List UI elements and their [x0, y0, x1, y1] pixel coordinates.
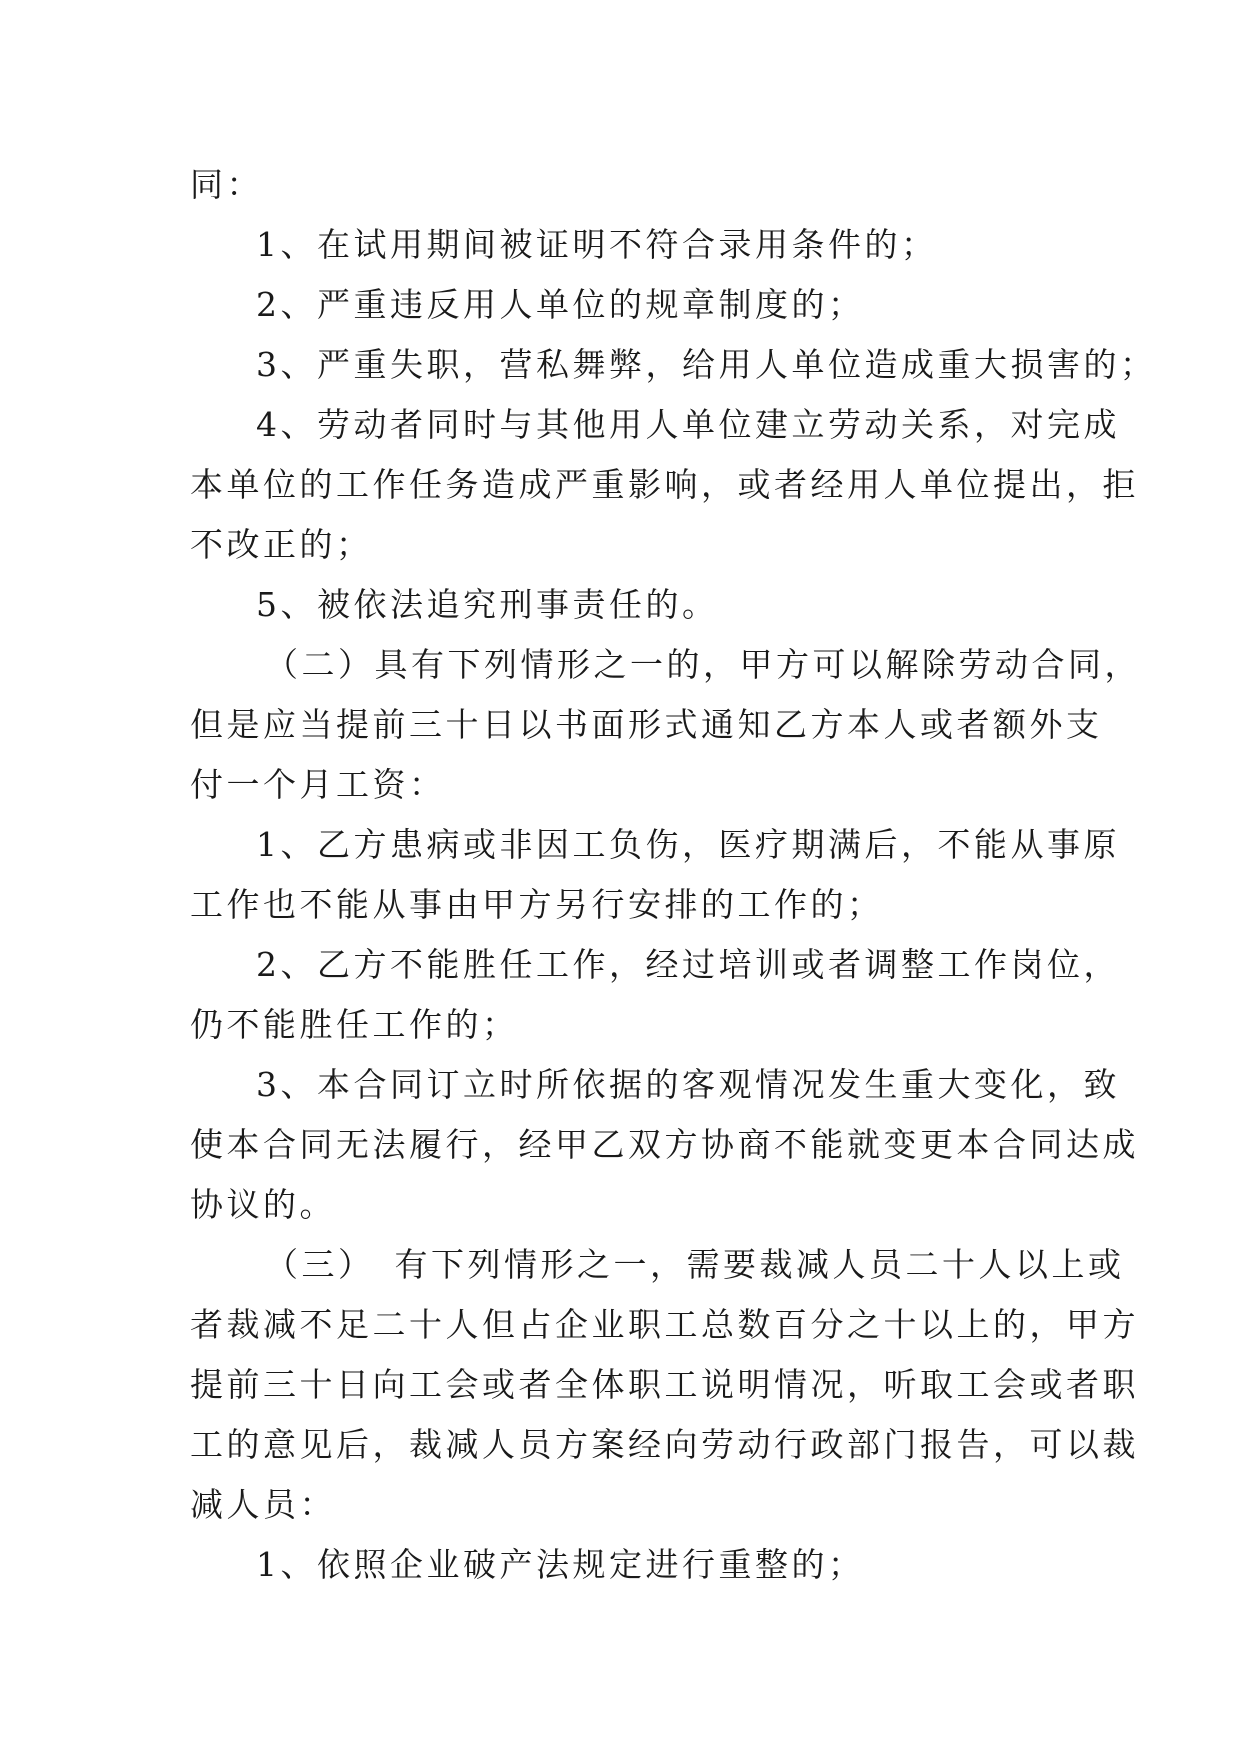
text-line: 1、乙方患病或非因工负伤，医疗期满后，不能从事原	[256, 825, 1120, 864]
text-line: 仍不能胜任工作的；	[190, 1005, 519, 1044]
text-line: 者裁减不足二十人但占企业职工总数百分之十以上的，甲方	[190, 1305, 1139, 1344]
text-line: 提前三十日向工会或者全体职工说明情况，听取工会或者职	[190, 1365, 1139, 1404]
text-line: 协议的。	[190, 1185, 336, 1224]
text-line: 1、依照企业破产法规定进行重整的；	[256, 1545, 865, 1584]
text-line: 付一个月工资：	[190, 765, 446, 804]
text-line: 减人员：	[190, 1485, 336, 1524]
text-line: （二）具有下列情形之一的，甲方可以解除劳动合同，	[265, 645, 1141, 684]
text-line: 但是应当提前三十日以书面形式通知乙方本人或者额外支	[190, 705, 1103, 744]
text-line: 5、被依法追究刑事责任的。	[256, 585, 719, 624]
text-line: 1、在试用期间被证明不符合录用条件的；	[256, 225, 938, 264]
text-line: （三） 有下列情形之一，需要裁减人员二十人以上或	[265, 1245, 1125, 1284]
text-line: 不改正的；	[190, 525, 373, 564]
text-line: 本单位的工作任务造成严重影响，或者经用人单位提出，拒	[190, 465, 1139, 504]
text-line: 工的意见后，裁减人员方案经向劳动行政部门报告，可以裁	[190, 1425, 1139, 1464]
text-line: 使本合同无法履行，经甲乙双方协商不能就变更本合同达成	[190, 1125, 1139, 1164]
text-line: 4、劳动者同时与其他用人单位建立劳动关系，对完成	[256, 405, 1120, 444]
text-line: 3、本合同订立时所依据的客观情况发生重大变化，致	[256, 1065, 1120, 1104]
text-line: 工作也不能从事由甲方另行安排的工作的；	[190, 885, 884, 924]
text-line: 2、乙方不能胜任工作，经过培训或者调整工作岗位，	[256, 945, 1120, 984]
text-line: 2、严重违反用人单位的规章制度的；	[256, 285, 865, 324]
text-line: 3、严重失职，营私舞弊，给用人单位造成重大损害的；	[256, 345, 1157, 384]
text-line: 同：	[190, 165, 263, 204]
